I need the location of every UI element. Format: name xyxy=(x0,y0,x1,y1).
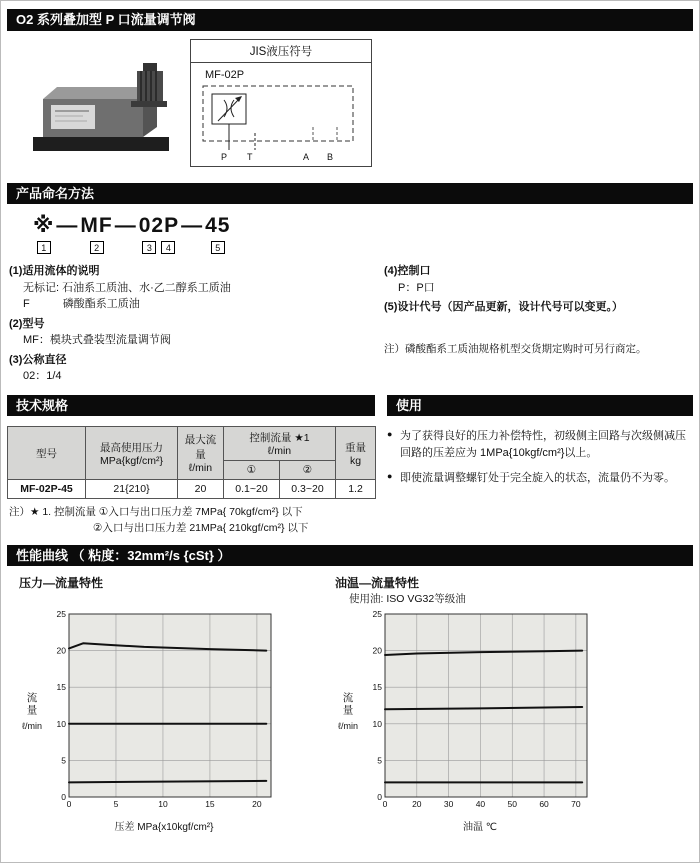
y-axis-label: 流量 ℓ/min xyxy=(22,692,42,732)
svg-text:0: 0 xyxy=(377,792,382,803)
naming-right-column xyxy=(384,260,691,385)
x-axis-label: 油温 ℃ xyxy=(462,822,497,834)
svg-text:0: 0 xyxy=(61,792,66,803)
chart-title: 压力—流量特性 xyxy=(19,576,104,591)
svg-text:20: 20 xyxy=(412,799,422,810)
spec-table-note xyxy=(9,505,693,537)
naming-left-column xyxy=(9,260,384,385)
svg-text:60: 60 xyxy=(539,799,549,810)
port-label-b: B xyxy=(327,151,334,162)
naming-item-1-line: F 磷酸酯系工质油 xyxy=(23,298,140,311)
cell-control-flow-1: 0.1~20 xyxy=(224,480,280,499)
svg-text:10: 10 xyxy=(56,719,66,730)
symbol-model-label: MF-02P xyxy=(205,68,245,81)
code-seg-size-port: 02P 3 4 xyxy=(138,214,180,253)
naming-item-3-head: (3)公称直径 xyxy=(9,353,67,366)
code-box-1: 1 xyxy=(37,241,51,254)
port-label-t: T xyxy=(247,151,253,162)
svg-text:5: 5 xyxy=(113,799,119,810)
section-usage-title: 使用 xyxy=(387,395,693,417)
chart-subtitle: 使用油: ISO VG32等级油 xyxy=(349,593,466,606)
svg-text:20: 20 xyxy=(372,646,382,657)
cell-weight: 1.2 xyxy=(336,480,376,499)
valve-photo-illustration xyxy=(25,49,185,161)
page-title: O2 系列叠加型 P 口流量调节阀 xyxy=(7,9,693,31)
naming-item-5-head: (5)设计代号（因产品更新，设计代号可以变更。） xyxy=(384,301,623,314)
pressure-flow-plot xyxy=(45,606,283,817)
cell-model: MF-02P-45 xyxy=(8,480,86,499)
code-seg-type: MF 2 xyxy=(80,214,113,253)
spec-table xyxy=(7,426,376,499)
port-label-a: A xyxy=(303,151,310,162)
svg-text:25: 25 xyxy=(372,609,382,620)
oiltemp-flow-plot xyxy=(361,606,599,817)
svg-text:10: 10 xyxy=(372,719,382,730)
col-header-model: 型号 xyxy=(8,427,86,480)
usage-notes xyxy=(387,426,693,499)
code-box-4: 4 xyxy=(161,241,175,254)
naming-item-2-head: (2)型号 xyxy=(9,317,45,330)
svg-text:40: 40 xyxy=(475,799,486,810)
svg-text:0: 0 xyxy=(66,799,72,810)
col-header-max-flow: 最大流量 ℓ/min xyxy=(178,427,224,480)
svg-text:20: 20 xyxy=(252,799,262,810)
svg-text:50: 50 xyxy=(507,799,517,810)
svg-text:15: 15 xyxy=(205,799,215,810)
naming-item-4-line: P：P口 xyxy=(398,281,435,294)
chart-subtitle xyxy=(19,591,283,606)
svg-text:15: 15 xyxy=(56,682,66,693)
code-dash: — xyxy=(181,214,204,238)
spec-note-line-1: 注）★ 1. 控制流量 ①入口与出口压力差 7MPa{ 70kgf/cm²} 以下 xyxy=(9,506,303,519)
chart-oiltemp-flow xyxy=(335,574,599,833)
svg-text:30: 30 xyxy=(443,799,454,810)
cell-control-flow-2: 0.3~20 xyxy=(280,480,336,499)
performance-charts xyxy=(7,566,693,833)
naming-item-2-line: MF：模块式叠装型流量调节阀 xyxy=(23,334,171,347)
chart-title: 油温—流量特性 xyxy=(335,576,420,591)
svg-text:10: 10 xyxy=(158,799,168,810)
col-header-weight: 重量 kg xyxy=(336,427,376,480)
svg-text:15: 15 xyxy=(372,682,382,693)
svg-text:25: 25 xyxy=(56,609,66,620)
spec-table-wrap xyxy=(7,426,375,499)
usage-bullet-1: ● 为了获得良好的压力补偿特性，初级侧主回路与次级侧减压回路的压差应为 1MPa{10kgf/cm²}以上。 xyxy=(387,428,693,462)
naming-note: 注）磷酸酯系工质油规格机型交货期定购时可另行商定。 xyxy=(384,342,647,355)
chart-pressure-flow xyxy=(19,574,283,833)
code-box-5: 5 xyxy=(211,241,225,254)
naming-item-1-line: 无标记: 石油系工质油、水·乙二醇系工质油 xyxy=(23,281,231,294)
code-seg-fluid: ※ 1 xyxy=(33,214,55,253)
table-row xyxy=(8,480,376,499)
model-code xyxy=(33,214,693,254)
naming-explanations xyxy=(9,260,691,385)
symbol-body xyxy=(191,63,371,164)
col-header-max-pressure: 最高使用压力 MPa{kgf/cm²} xyxy=(86,427,178,480)
y-axis-label: 流量 ℓ/min xyxy=(338,692,358,732)
product-photo xyxy=(25,49,190,166)
spec-usage-row xyxy=(7,426,693,499)
naming-item-4-head: (4)控制口 xyxy=(384,265,431,278)
svg-text:20: 20 xyxy=(56,646,66,657)
code-seg-design: 45 5 xyxy=(205,214,231,253)
svg-text:5: 5 xyxy=(377,755,382,766)
jis-symbol-panel xyxy=(190,39,372,167)
port-label-p: P xyxy=(221,151,228,162)
code-box-3: 3 xyxy=(142,241,156,254)
code-dash: — xyxy=(56,214,79,238)
spec-note-line-2: ②入口与出口压力差 21MPa{ 210kgf/cm²} 以下 xyxy=(93,522,309,535)
hydraulic-symbol xyxy=(199,83,359,159)
section-spec-title: 技术规格 xyxy=(7,395,375,417)
code-dash: — xyxy=(114,214,137,238)
svg-text:70: 70 xyxy=(571,799,581,810)
col-header-control-flow: 控制流量 ★1 ℓ/min xyxy=(224,427,336,461)
col-header-control-1: ① xyxy=(224,461,280,480)
section-performance-title: 性能曲线 （ 粘度：32mm²/s {cSt} ） xyxy=(7,545,693,567)
usage-bullet-2: ● 即使流量调整螺钉处于完全旋入的状态，流量仍不为零。 xyxy=(387,470,693,487)
code-box-2: 2 xyxy=(90,241,104,254)
cell-max-pressure: 21{210} xyxy=(86,480,178,499)
spec-usage-bars xyxy=(7,395,693,417)
svg-text:0: 0 xyxy=(382,799,388,810)
naming-item-1-head: (1)适用流体的说明 xyxy=(9,265,100,278)
naming-item-3-line: 02：1/4 xyxy=(23,370,62,383)
svg-text:5: 5 xyxy=(61,755,66,766)
symbol-panel-title: JIS液压符号 xyxy=(191,40,371,63)
x-axis-label: 压差 MPa{x10kgf/cm²} xyxy=(114,822,214,834)
cell-max-flow: 20 xyxy=(178,480,224,499)
col-header-control-2: ② xyxy=(280,461,336,480)
section-naming-title: 产品命名方法 xyxy=(7,183,693,205)
product-section xyxy=(25,39,693,173)
